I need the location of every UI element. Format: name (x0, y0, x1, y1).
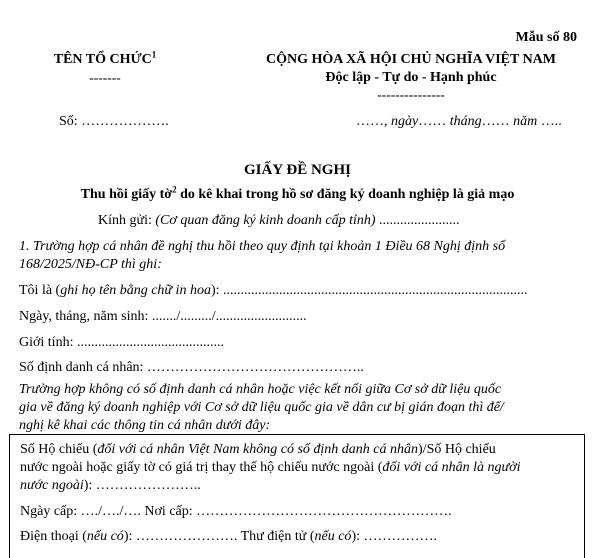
name-hint: ghi họ tên bằng chữ in hoa (60, 283, 211, 298)
contact-line (20, 529, 437, 545)
date-month-blank: …… (481, 114, 514, 129)
section1-line1: 1. Trường hợp cá nhân đề nghị thu hồi theo quy định tại khoản 1 Điều 68 Nghị định số (19, 239, 506, 254)
doc-date (356, 114, 562, 130)
passport-box (9, 434, 585, 558)
gender-field: Giới tính: .......................................... (19, 335, 224, 350)
passport-label: Số Hộ chiếu ( (20, 442, 98, 457)
no-id-note-line1: Trường hợp không có số định danh cá nhân hoặc việc kết nối giữa Cơ sở dữ liệu quốc (19, 382, 502, 397)
doc-number-label: Số: (59, 114, 78, 129)
passport-line2-hint: đối với cá nhân là người (382, 460, 521, 475)
org-dash: ------- (89, 70, 121, 85)
section1-line2: 168/2025/NĐ-CP thì ghi: (19, 257, 162, 272)
passport-line2 (20, 460, 520, 476)
recipient-label: Kính gửi: (98, 213, 156, 228)
country-name: CỘNG HÒA XÃ HỘI CHỦ NGHĨA VIỆT NAM (265, 52, 556, 67)
subtitle-text-1: Thu hồi giấy tờ (80, 187, 173, 202)
form-number: Mẫu số 80 (515, 30, 577, 45)
id-number-field: Số định danh cá nhân: ……………………………………….. (19, 360, 364, 375)
doc-title: GIẤY ĐỀ NGHỊ (244, 162, 351, 178)
recipient-blank: ....................... (375, 213, 460, 228)
date-year-blank: ….. (537, 114, 562, 129)
name-field (19, 283, 584, 299)
motto-dash: --------------- (377, 87, 445, 102)
passport-line1 (20, 442, 496, 458)
recipient-value: (Cơ quan đăng ký kinh doanh cấp tỉnh) (155, 213, 376, 228)
email-hint: nếu có (314, 529, 352, 544)
email-blank: ): ……………. (351, 529, 437, 544)
no-id-note-line2: gia về đăng ký doanh nghiệp với Cơ sở dữ liệu quốc gia về dân cư bị gián đoạn thì để/ (19, 400, 504, 415)
passport-label-2: )/Số Hộ chiếu (418, 442, 496, 457)
doc-number-blank: ………………. (81, 114, 169, 129)
date-day-label: ngày (391, 114, 419, 129)
phone-label: Điện thoại ( (20, 529, 87, 544)
phone-hint: nếu có (86, 529, 124, 544)
org-footnote: 1 (151, 49, 157, 60)
recipient-line (98, 213, 460, 229)
no-id-note-line3: nghị kê khai các thông tin cá nhân dưới đây: (19, 418, 271, 433)
passport-line3 (20, 478, 201, 494)
subtitle-text-2: do kê khai trong hồ sơ đăng ký doanh nghiệp là giả mạo (176, 187, 515, 202)
issue-date-line: Ngày cấp: …./…./…. Nơi cấp: ………………………………………………. (20, 504, 452, 519)
date-year-label: năm (513, 114, 538, 129)
date-month-label: tháng (449, 114, 482, 129)
motto: Độc lập - Tự do - Hạnh phúc (325, 70, 497, 85)
org-name-text: TÊN TỔ CHỨC (53, 52, 152, 67)
dob-field: Ngày, tháng, năm sinh: ......./........./.......................... (19, 309, 307, 324)
subtitle-footnote: 2 (172, 184, 177, 195)
passport-line3-hint: nước ngoài (20, 478, 84, 493)
org-name (30, 49, 180, 68)
passport-hint: đối với cá nhân Việt Nam không có số định danh cá nhân (97, 442, 419, 457)
date-day-blank: …… (418, 114, 450, 129)
doc-subtitle (0, 184, 595, 203)
passport-line2-text: nước ngoài hoặc giấy tờ có giá trị thay thế hộ chiếu nước ngoài ( (20, 460, 383, 475)
name-blank: ): ....................................................................................... (210, 283, 528, 298)
date-place-blank: ……, (356, 114, 391, 129)
doc-number (59, 114, 169, 130)
name-label: Tôi là ( (19, 283, 61, 298)
phone-blank: ): …………………. Thư điện tử ( (123, 529, 315, 544)
passport-line3-blank: ): ………………….. (83, 478, 201, 493)
